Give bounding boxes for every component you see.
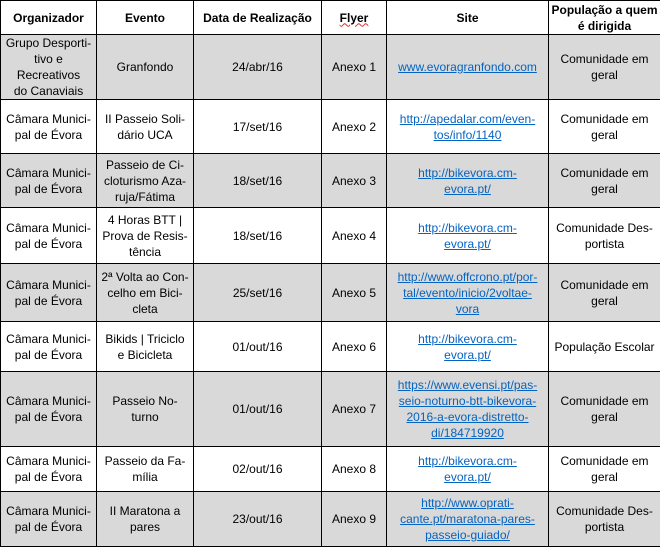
evento-text: II Maratona a pares <box>109 504 181 534</box>
populacao-text: Comunidade Des- portista <box>556 220 653 251</box>
table-row <box>1 322 660 372</box>
data-text: 01/out/16 <box>232 339 283 354</box>
cell-populacao <box>549 447 660 492</box>
header-row <box>1 1 660 35</box>
cell-data <box>194 100 322 154</box>
site-link[interactable]: http://www.oprati- cante.pt/maratona-pares- passeio-guiado/ <box>400 496 535 542</box>
organizador-text: Câmara Munici- pal de Évora <box>6 454 91 484</box>
data-text: 01/out/16 <box>232 402 283 416</box>
populacao-text: Comunidade em geral <box>560 454 649 484</box>
cell-evento <box>97 492 194 547</box>
cell-evento <box>97 154 194 208</box>
cell-site <box>387 154 549 208</box>
populacao-text: População Escolar <box>554 339 655 354</box>
evento-text: Passeio da Fa- mília <box>104 454 186 484</box>
cell-organizador <box>1 492 97 547</box>
cell-organizador <box>1 100 97 154</box>
evento-text: Bikids | Triciclo e Bicicleta <box>105 331 185 362</box>
cell-data <box>194 264 322 322</box>
cell-organizador <box>1 322 97 372</box>
flyer-text: Anexo 6 <box>331 339 377 354</box>
cell-organizador <box>1 154 97 208</box>
populacao-text: Comunidade em geral <box>560 394 649 424</box>
cell-populacao <box>549 264 660 322</box>
cell-organizador <box>1 372 97 447</box>
populacao-text: Comunidade em geral <box>560 52 649 82</box>
cell-site <box>387 322 549 372</box>
populacao-text: Comunidade em geral <box>560 277 649 308</box>
cell-populacao <box>549 154 660 208</box>
site-link[interactable]: http://bikevora.cm- evora.pt/ <box>418 331 517 362</box>
data-text: 24/abr/16 <box>232 60 283 74</box>
cell-data <box>194 154 322 208</box>
cell-data <box>194 322 322 372</box>
flyer-text: Anexo 5 <box>331 285 377 300</box>
cell-flyer <box>322 35 387 100</box>
header-data: Data de Realização <box>194 1 322 35</box>
cell-flyer <box>322 322 387 372</box>
site-link[interactable]: http://bikevora.cm- evora.pt/ <box>418 165 517 196</box>
table-row <box>1 154 660 208</box>
cell-site <box>387 492 549 547</box>
cell-evento <box>97 264 194 322</box>
cell-data <box>194 492 322 547</box>
cell-populacao <box>549 372 660 447</box>
data-text: 17/set/16 <box>232 119 283 134</box>
flyer-text: Anexo 8 <box>331 462 377 476</box>
organizador-text: Câmara Munici- pal de Évora <box>6 394 91 424</box>
populacao-text: Comunidade Des- portista <box>556 504 653 534</box>
cell-organizador <box>1 264 97 322</box>
header-organizador: Organizador <box>1 1 97 35</box>
header-evento: Evento <box>97 1 194 35</box>
table-row <box>1 447 660 492</box>
flyer-text: Anexo 9 <box>331 512 377 526</box>
cell-data <box>194 35 322 100</box>
cell-flyer <box>322 264 387 322</box>
cell-populacao <box>549 492 660 547</box>
table-row <box>1 492 660 547</box>
cell-site <box>387 35 549 100</box>
cell-site <box>387 264 549 322</box>
data-text: 18/set/16 <box>232 228 283 243</box>
data-text: 18/set/16 <box>232 173 283 188</box>
cell-populacao <box>549 208 660 264</box>
evento-text: 4 Horas BTT | Prova de Resis- tência <box>102 212 188 259</box>
table-row <box>1 372 660 447</box>
organizador-text: Câmara Munici- pal de Évora <box>6 504 91 534</box>
site-link[interactable]: http://bikevora.cm- evora.pt/ <box>418 220 517 251</box>
cell-populacao <box>549 322 660 372</box>
cell-flyer <box>322 492 387 547</box>
cell-site <box>387 100 549 154</box>
header-flyer: Flyer <box>322 1 387 35</box>
table-row <box>1 208 660 264</box>
cell-evento <box>97 100 194 154</box>
cell-flyer <box>322 372 387 447</box>
site-link[interactable]: http://www.offcrono.pt/por- tal/evento/inicio/2voltae- vora <box>397 269 538 316</box>
evento-text: Granfondo <box>116 60 174 74</box>
populacao-text: Comunidade em geral <box>560 165 649 196</box>
site-link[interactable]: https://www.evensi.pt/pas- seio-noturno-btt-bikevora- 2016-a-evora-distretto- di/184719920 <box>397 378 538 440</box>
cell-site <box>387 208 549 264</box>
cell-organizador <box>1 208 97 264</box>
cell-evento <box>97 447 194 492</box>
organizador-text: Câmara Munici- pal de Évora <box>6 111 91 142</box>
flyer-text: Anexo 2 <box>331 119 377 134</box>
site-link[interactable]: http://bikevora.cm- evora.pt/ <box>418 454 517 484</box>
flyer-text: Anexo 1 <box>331 60 377 74</box>
cell-flyer <box>322 447 387 492</box>
cell-data <box>194 372 322 447</box>
organizador-text: Câmara Munici- pal de Évora <box>6 220 91 251</box>
cell-flyer <box>322 100 387 154</box>
cell-organizador <box>1 447 97 492</box>
flyer-text: Anexo 3 <box>331 173 377 188</box>
cell-populacao <box>549 35 660 100</box>
site-link[interactable]: www.evoragranfondo.com <box>398 60 537 74</box>
site-link[interactable]: http://apedalar.com/even- tos/info/1140 <box>399 111 536 142</box>
data-text: 02/out/16 <box>232 462 283 476</box>
organizador-text: Câmara Munici- pal de Évora <box>6 331 91 362</box>
cell-populacao <box>549 100 660 154</box>
flyer-text: Anexo 4 <box>331 228 377 243</box>
evento-text: 2ª Volta ao Con- celho em Bici- cleta <box>101 269 189 316</box>
table-row <box>1 264 660 322</box>
cell-evento <box>97 322 194 372</box>
table-row <box>1 35 660 100</box>
organizador-text: Grupo Desporti- tivo e Recreativos do Canaviais <box>5 36 92 98</box>
evento-text: II Passeio Soli- dário UCA <box>104 111 186 142</box>
cell-organizador <box>1 35 97 100</box>
cell-data <box>194 208 322 264</box>
header-site: Site <box>387 1 549 35</box>
cell-site <box>387 447 549 492</box>
flyer-text: Anexo 7 <box>331 402 377 416</box>
cell-data <box>194 447 322 492</box>
cell-evento <box>97 208 194 264</box>
data-text: 25/set/16 <box>232 285 283 300</box>
cell-flyer <box>322 154 387 208</box>
table-row <box>1 100 660 154</box>
organizador-text: Câmara Munici- pal de Évora <box>6 165 91 196</box>
header-populacao: População a quem é dirigida <box>549 1 660 35</box>
organizador-text: Câmara Munici- pal de Évora <box>6 277 91 308</box>
populacao-text: Comunidade em geral <box>560 111 649 142</box>
data-text: 23/out/16 <box>232 512 283 526</box>
cell-site <box>387 372 549 447</box>
cell-evento <box>97 372 194 447</box>
cell-flyer <box>322 208 387 264</box>
cell-evento <box>97 35 194 100</box>
evento-text: Passeio de Ci- cloturismo Aza- ruja/Fátima <box>103 157 187 204</box>
evento-text: Passeio No- turno <box>112 394 178 424</box>
